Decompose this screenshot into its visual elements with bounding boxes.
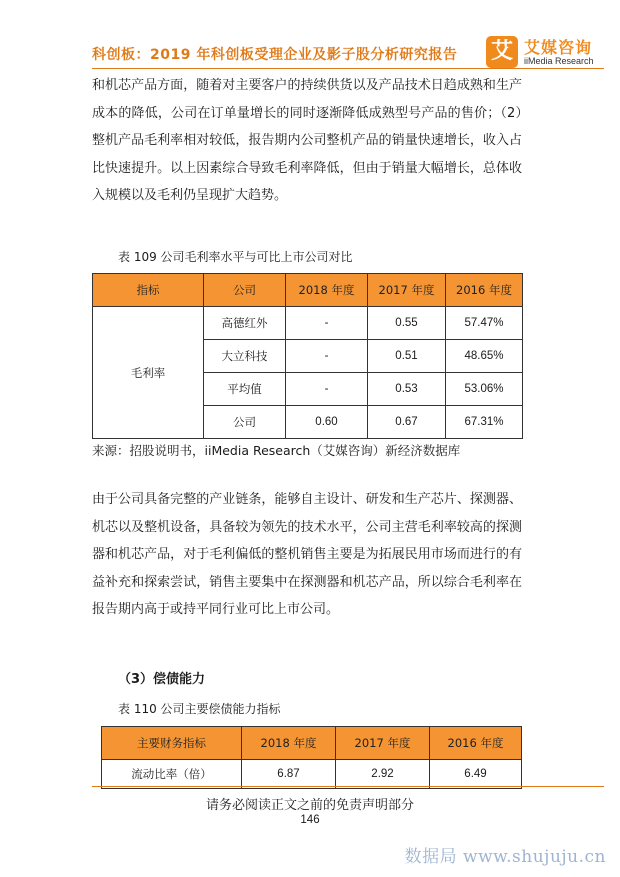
logo-name-cn: 艾媒咨询 bbox=[524, 38, 593, 57]
metric-cell: 毛利率 bbox=[93, 307, 204, 439]
col-header-2018: 2018 年度 bbox=[286, 274, 368, 307]
col-header-2018: 2018 年度 bbox=[242, 727, 336, 760]
gross-margin-table bbox=[92, 273, 523, 439]
value-2016-cell: 67.31% bbox=[446, 406, 523, 439]
value-2018-cell: 0.60 bbox=[286, 406, 368, 439]
value-2017-cell: 0.53 bbox=[368, 373, 446, 406]
value-2016-cell: 6.49 bbox=[430, 760, 522, 789]
col-header-company: 公司 bbox=[204, 274, 286, 307]
col-header-metric: 主要财务指标 bbox=[102, 727, 242, 760]
col-header-metric: 指标 bbox=[93, 274, 204, 307]
section-heading-solvency: （3）偿债能力 bbox=[118, 672, 206, 687]
value-2017-cell: 2.92 bbox=[336, 760, 430, 789]
value-2016-cell: 57.47% bbox=[446, 307, 523, 340]
solvency-table bbox=[101, 726, 522, 789]
disclaimer-note: 请务必阅读正文之前的免责声明部分 bbox=[205, 798, 414, 813]
value-2018-cell: - bbox=[286, 307, 368, 340]
company-cell: 平均值 bbox=[204, 373, 286, 406]
value-2018-cell: - bbox=[286, 340, 368, 373]
metric-cell: 流动比率（倍） bbox=[102, 760, 242, 789]
table-109-caption: 表 109 公司毛利率水平与可比上市公司对比 bbox=[118, 250, 353, 264]
value-2018-cell: 6.87 bbox=[242, 760, 336, 789]
table-header-row bbox=[93, 274, 523, 307]
body-paragraph-2: 由于公司具备完整的产业链条，能够自主设计、研发和生产芯片、探测器、机芯以及整机设备，具备较为领先的技术水平，公司主营毛利率较高的探测器和机芯产品，对于毛利偏低的整机销售主要是为拓展民用市场而进行的有益补充和探索尝试，销售主要集中在探测器和机芯产品，所以综合毛利率在报告期内高于或持平同行业可比上市公司。 bbox=[92, 492, 522, 617]
table-row bbox=[102, 760, 522, 789]
brand-logo bbox=[486, 36, 602, 70]
company-cell: 大立科技 bbox=[204, 340, 286, 373]
logo-name-en: iiMedia Research bbox=[524, 56, 594, 66]
col-header-2017: 2017 年度 bbox=[336, 727, 430, 760]
col-header-2016: 2016 年度 bbox=[430, 727, 522, 760]
value-2017-cell: 0.67 bbox=[368, 406, 446, 439]
watermark: 数据局 www.shujuju.cn bbox=[404, 847, 606, 867]
company-cell: 高德红外 bbox=[204, 307, 286, 340]
report-header-title: 科创板：2019 年科创板受理企业及影子股分析研究报告 bbox=[92, 47, 458, 63]
table-row bbox=[93, 307, 523, 340]
body-paragraph-1: 和机芯产品方面，随着对主要客户的持续供货以及产品技术日趋成熟和生产成本的降低，公司在订单量增长的同时逐渐降低成熟型号产品的售价；（2）整机产品毛利率相对较低，报告期内公司整机产品的销量快速增长，收入占比快速提升。以上因素综合导致毛利率降低，但由于销量大幅增长，总体收入规模以及毛利仍呈现扩大趋势。 bbox=[92, 78, 522, 203]
page-number: 146 bbox=[300, 814, 320, 826]
value-2016-cell: 48.65% bbox=[446, 340, 523, 373]
table-header-row bbox=[102, 727, 522, 760]
company-cell: 公司 bbox=[204, 406, 286, 439]
value-2018-cell: - bbox=[286, 373, 368, 406]
header-divider bbox=[92, 68, 604, 69]
logo-icon: 艾 bbox=[486, 36, 518, 68]
value-2017-cell: 0.55 bbox=[368, 307, 446, 340]
col-header-2017: 2017 年度 bbox=[368, 274, 446, 307]
value-2016-cell: 53.06% bbox=[446, 373, 523, 406]
value-2017-cell: 0.51 bbox=[368, 340, 446, 373]
footer-divider bbox=[92, 786, 604, 787]
table-110-caption: 表 110 公司主要偿债能力指标 bbox=[118, 702, 281, 716]
col-header-2016: 2016 年度 bbox=[446, 274, 523, 307]
table-109-source: 来源：招股说明书，iiMedia Research（艾媒咨询）新经济数据库 bbox=[92, 443, 461, 458]
